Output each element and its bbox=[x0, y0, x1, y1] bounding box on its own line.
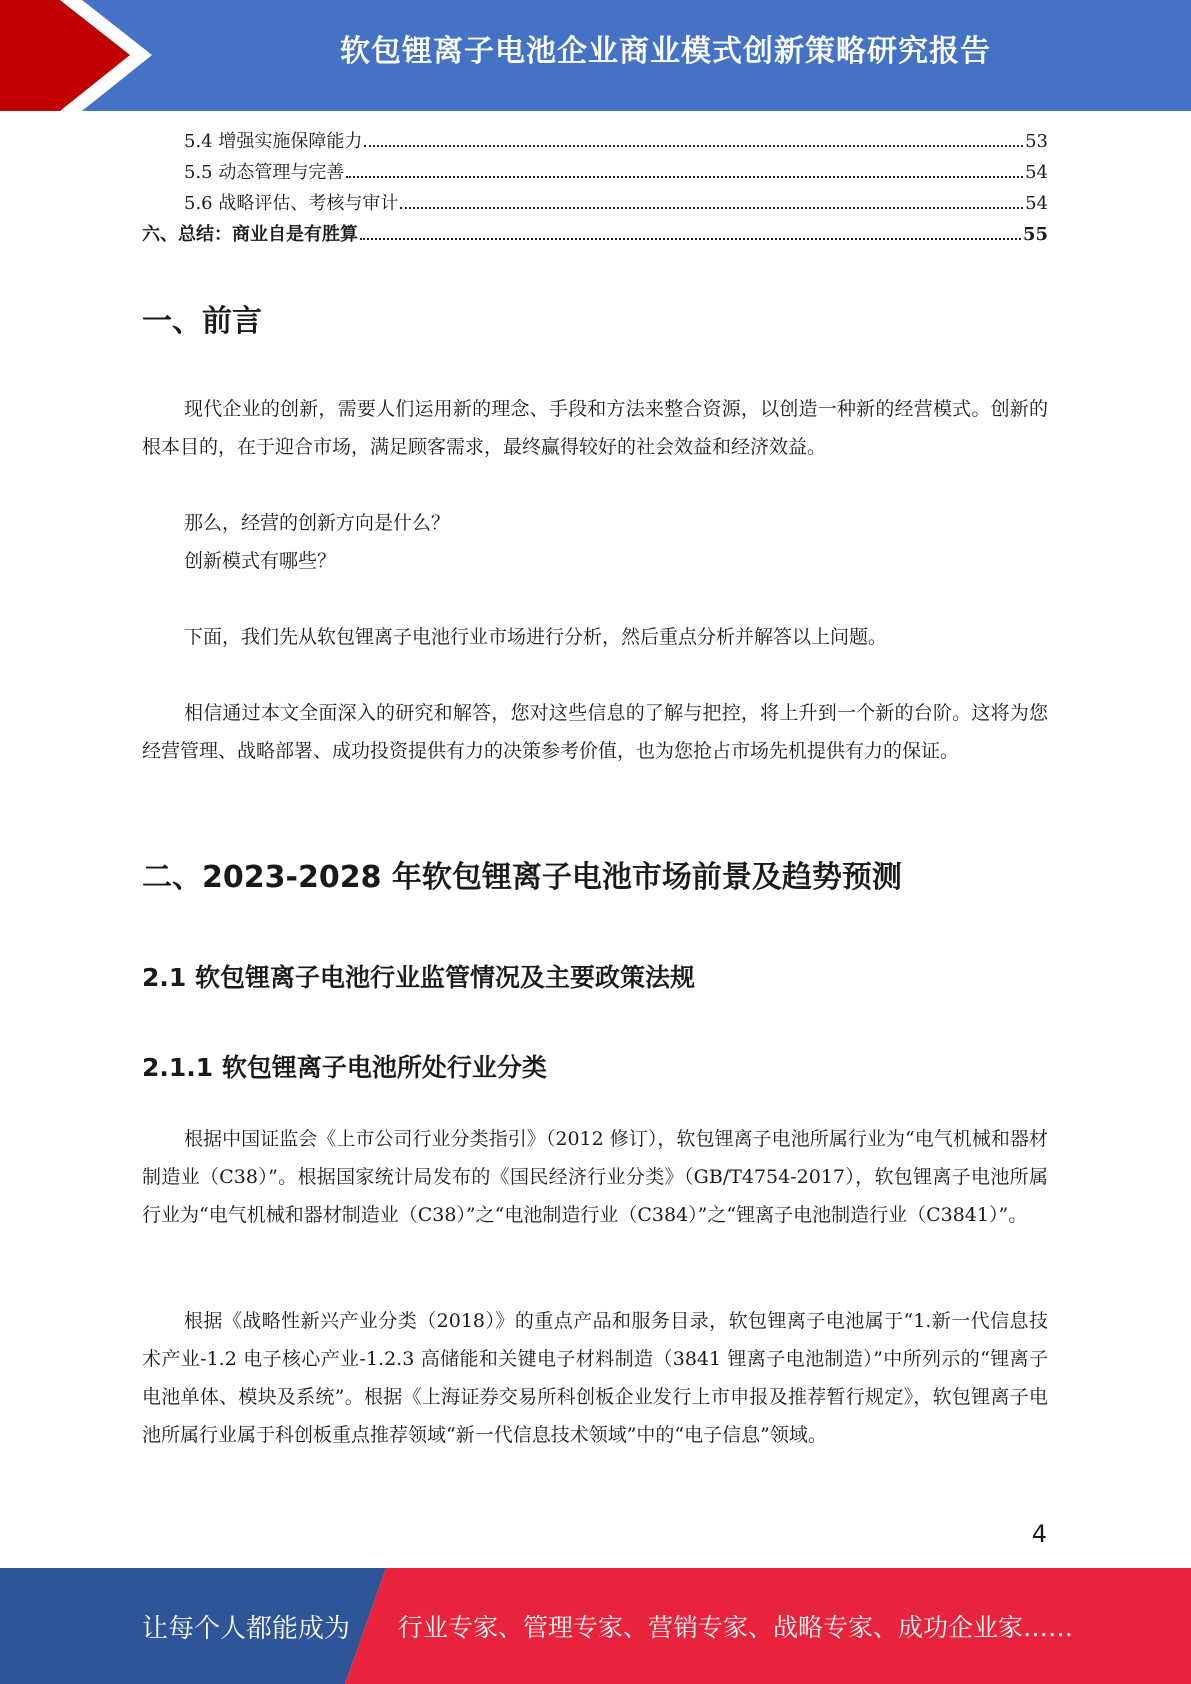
toc-item[interactable] bbox=[142, 157, 1048, 188]
toc-item-page: 55 bbox=[1022, 224, 1048, 245]
subsection-heading: 2.1.1 软包锂离子电池所处行业分类 bbox=[142, 1053, 547, 1082]
document-body bbox=[142, 126, 1048, 1446]
subsection-heading: 2.1 软包锂离子电池行业监管情况及主要政策法规 bbox=[142, 963, 695, 992]
page-number: 4 bbox=[1031, 1520, 1047, 1548]
toc-item[interactable] bbox=[142, 126, 1048, 157]
toc-item-page: 53 bbox=[1025, 131, 1048, 152]
page-footer bbox=[0, 1568, 1191, 1684]
paragraph: 相信通过本文全面深入的研究和解答，您对这些信息的了解与把控，将上升到一个新的台阶。这将为您经营管理、战略部署、成功投资提供有力的决策参考价值，也为您抢占市场先机提供有力的保证。 bbox=[142, 702, 1048, 762]
toc-leader bbox=[360, 238, 1021, 240]
toc-item-page: 54 bbox=[1025, 162, 1048, 183]
section-heading-preface: 一、前言 bbox=[142, 304, 262, 339]
section-heading-market: 二、2023-2028 年软包锂离子电池市场前景及趋势预测 bbox=[142, 860, 902, 895]
toc-item-label: 5.5 动态管理与完善 bbox=[184, 162, 345, 183]
question-line: 创新模式有哪些？ bbox=[184, 550, 337, 572]
toc-item-page: 54 bbox=[1025, 193, 1048, 214]
paragraph: 下面，我们先从软包锂离子电池行业市场进行分析，然后重点分析并解答以上问题。 bbox=[184, 626, 888, 648]
toc-leader bbox=[400, 207, 1023, 209]
paragraph: 现代企业的创新，需要人们运用新的理念、手段和方法来整合资源，以创造一种新的经营模式。创新的根本目的，在于迎合市场，满足顾客需求，最终赢得较好的社会效益和经济效益。 bbox=[142, 398, 1048, 458]
toc-item-label: 5.4 增强实施保障能力 bbox=[184, 131, 363, 152]
header-title: 软包锂离子电池企业商业模式创新策略研究报告 bbox=[340, 34, 991, 69]
footer-slogan-left: 让每个人都能成为 bbox=[142, 1614, 351, 1644]
page-header bbox=[0, 0, 1191, 111]
table-of-contents bbox=[142, 126, 1048, 250]
paragraph: 根据《战略性新兴产业分类（2018）》的重点产品和服务目录，软包锂离子电池属于“1.新一代信息技术产业-1.2 电子核心产业-1.2.3 高储能和关键电子材料制造（3841 锂离子电池制造）”中所列示的“锂离子电池单体、模块及系统”。根据《上海证券交易所科创板企业发行上市申报及推荐暂行规定》，软包锂离子电池所属行业属于科创板重点推荐领域“新一代信息技术领域”中的“电子信息”领域。 bbox=[142, 1310, 1048, 1446]
toc-leader bbox=[364, 145, 1023, 147]
header-arrow-decoration bbox=[0, 0, 200, 111]
toc-item-label: 六、总结：商业自是有胜算 bbox=[142, 224, 358, 245]
toc-item[interactable] bbox=[142, 188, 1048, 219]
toc-leader bbox=[346, 176, 1023, 178]
toc-item-label: 5.6 战略评估、考核与审计 bbox=[184, 193, 399, 214]
question-line: 那么，经营的创新方向是什么？ bbox=[184, 512, 451, 534]
paragraph: 根据中国证监会《上市公司行业分类指引》（2012 修订），软包锂离子电池所属行业为“电气机械和器材制造业（C38）”。根据国家统计局发布的《国民经济行业分类》（GB/T4754-2017），软包锂离子电池所属行业为“电气机械和器材制造业（C38）”之“电池制造行业（C384）”之“锂离子电池制造行业（C3841）”。 bbox=[142, 1128, 1048, 1226]
toc-item[interactable] bbox=[142, 219, 1048, 250]
footer-slogan-right: 行业专家、管理专家、营销专家、战略专家、成功企业家…… bbox=[398, 1613, 1074, 1642]
